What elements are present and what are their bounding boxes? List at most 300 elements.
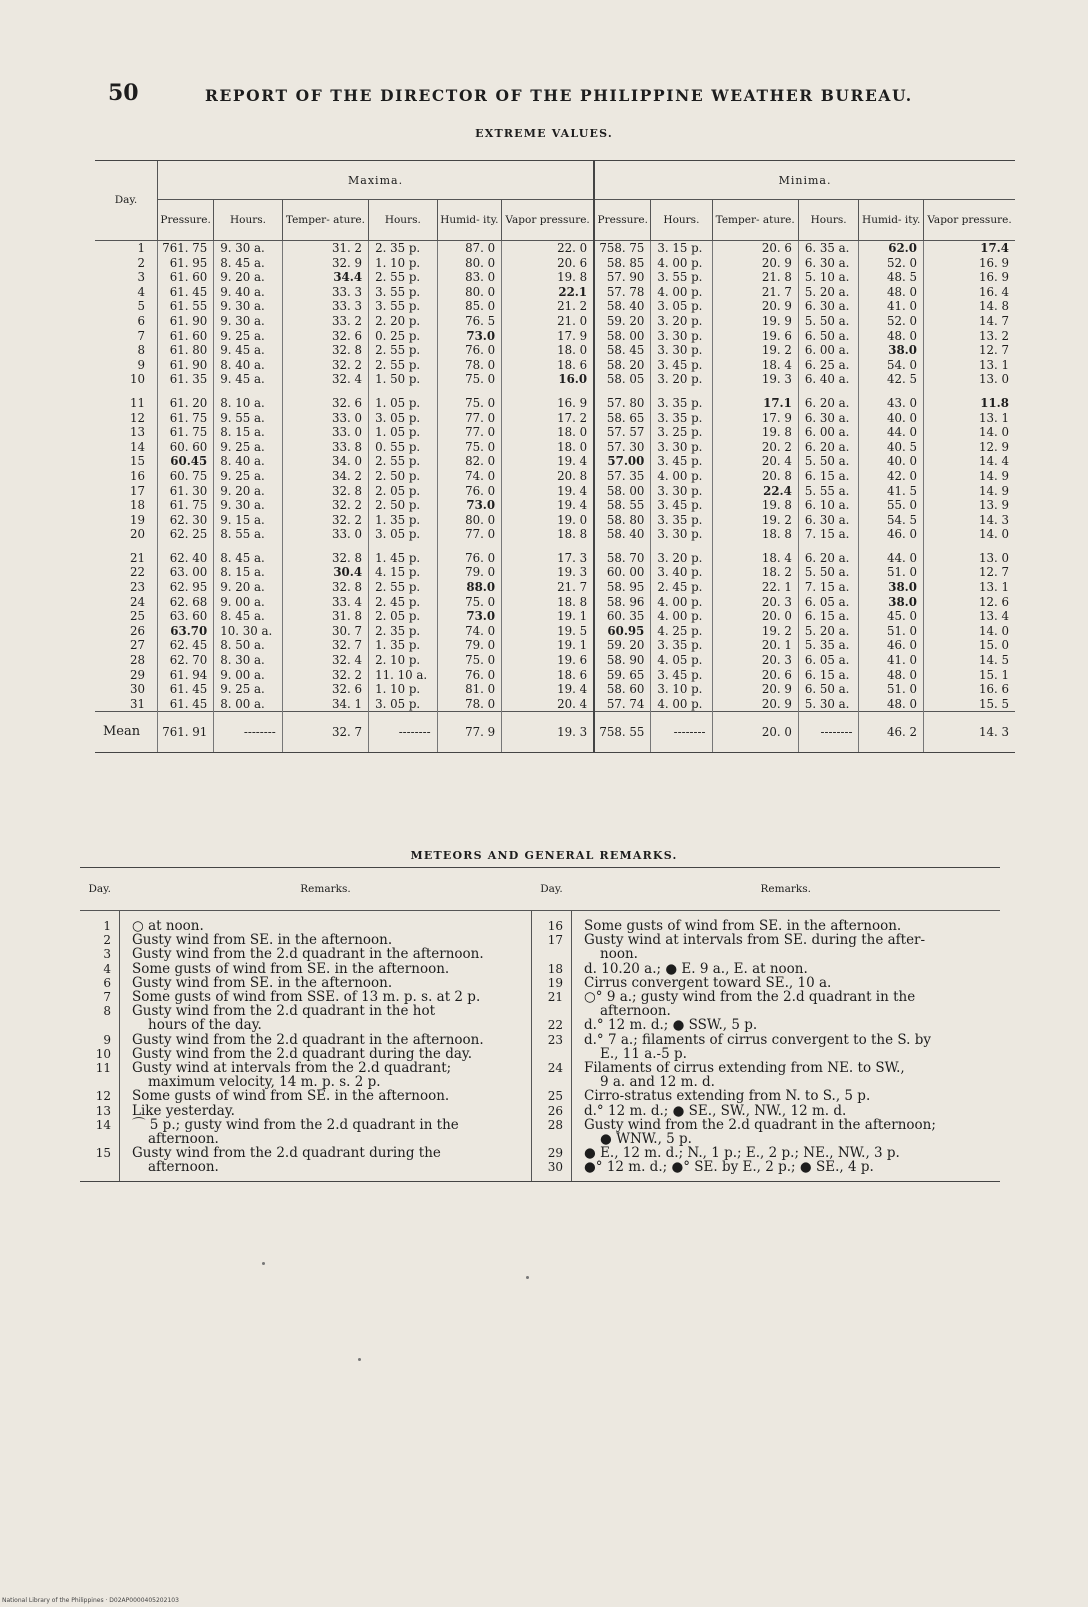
remark-line: Like yesterday.: [132, 1102, 235, 1119]
value-cell: 14. 3: [923, 513, 1015, 528]
table-row: [95, 314, 1015, 329]
value-cell: 9. 00 a.: [214, 668, 283, 683]
remarks-text-left: [120, 911, 532, 1182]
value-cell: 14. 7: [923, 314, 1015, 329]
day-cell: 11: [129, 395, 145, 410]
value-cell: 61. 60: [158, 329, 214, 344]
value-cell: 61. 95: [158, 256, 214, 271]
column-header: Hours.: [651, 200, 712, 241]
value-cell: 16.0: [502, 372, 594, 387]
value-cell: 59. 20: [594, 314, 651, 329]
value-cell: 2. 05 p.: [369, 609, 438, 624]
value-cell: 61. 60: [158, 270, 214, 285]
value-cell: 13. 4: [923, 609, 1015, 624]
value-cell: 43. 0: [859, 396, 924, 411]
table-row: [95, 425, 1015, 440]
value-cell: 8. 45 a.: [214, 256, 283, 271]
value-cell: 16. 9: [923, 270, 1015, 285]
day-cell: 15: [129, 454, 145, 469]
remark-day: 17: [547, 933, 563, 948]
remarks-header-left: Remarks.: [120, 868, 532, 911]
value-cell: 3. 05 p.: [369, 411, 438, 426]
value-cell: 75. 0: [437, 653, 502, 668]
value-cell: 3. 55 p.: [369, 299, 438, 314]
value-cell: 61. 45: [158, 682, 214, 697]
value-cell: 14. 0: [923, 425, 1015, 440]
remarks-day-header-right: Day.: [532, 868, 572, 911]
remark-day: 10: [95, 1046, 111, 1061]
value-cell: 62. 40: [158, 551, 214, 566]
value-cell: 17. 3: [502, 551, 594, 566]
table-row: [95, 440, 1015, 455]
day-cell: 2: [137, 255, 145, 270]
value-cell: 32. 2: [282, 358, 368, 373]
value-cell: 14. 4: [923, 454, 1015, 469]
value-cell: 58. 20: [594, 358, 651, 373]
table-row: [95, 256, 1015, 271]
value-cell: 1. 10 p.: [369, 682, 438, 697]
value-cell: 9. 30 a.: [214, 498, 283, 513]
remark-line: Some gusts of wind from SE. in the afternoon.: [584, 918, 902, 934]
value-cell: 76. 0: [437, 343, 502, 358]
value-cell: 32. 8: [282, 580, 368, 595]
remark-line: Gusty wind from SE. in the afternoon.: [132, 932, 393, 949]
value-cell: 34. 0: [282, 454, 368, 469]
day-cell: 30: [129, 682, 145, 697]
value-cell: 14. 0: [923, 527, 1015, 542]
value-cell: 19. 2: [712, 343, 798, 358]
value-cell: 41. 5: [859, 484, 924, 499]
value-cell: 8. 45 a.: [214, 609, 283, 624]
value-cell: 18. 4: [712, 358, 798, 373]
value-cell: 19. 6: [712, 329, 798, 344]
day-cell: 6: [137, 313, 145, 328]
value-cell: 80. 0: [437, 256, 502, 271]
value-cell: 44. 0: [859, 425, 924, 440]
table-row: [95, 329, 1015, 344]
mean-label: Mean: [95, 712, 158, 753]
value-cell: 8. 45 a.: [214, 551, 283, 566]
value-cell: 81. 0: [437, 682, 502, 697]
value-cell: 8. 10 a.: [214, 396, 283, 411]
remark-day: 13: [95, 1103, 111, 1118]
value-cell: 58. 96: [594, 595, 651, 610]
remark-line: Cirro-stratus extending from N. to S., 5 p.: [584, 1088, 871, 1105]
value-cell: 9. 00 a.: [214, 595, 283, 610]
value-cell: 62. 25: [158, 527, 214, 542]
value-cell: 62. 68: [158, 595, 214, 610]
table-row: [95, 358, 1015, 373]
remark-day: [533, 1132, 563, 1146]
value-cell: 61. 80: [158, 343, 214, 358]
value-cell: 4. 00 p.: [651, 256, 712, 271]
value-cell: 6. 40 a.: [798, 372, 859, 387]
value-cell: 6. 15 a.: [798, 609, 859, 624]
value-cell: 3. 45 p.: [651, 358, 712, 373]
value-cell: 1. 50 p.: [369, 372, 438, 387]
value-cell: 44. 0: [859, 551, 924, 566]
value-cell: 57. 35: [594, 469, 651, 484]
table-row: [95, 411, 1015, 426]
value-cell: 3. 30 p.: [651, 484, 712, 499]
value-cell: 57. 80: [594, 396, 651, 411]
value-cell: 8. 50 a.: [214, 638, 283, 653]
value-cell: 758. 75: [594, 241, 651, 256]
remark-day: 18: [547, 961, 563, 976]
value-cell: 33. 0: [282, 527, 368, 542]
value-cell: 20. 6: [712, 241, 798, 256]
value-cell: 33. 0: [282, 425, 368, 440]
paper-speck: [358, 1358, 361, 1361]
mean-value: --------: [651, 712, 712, 753]
value-cell: 22.4: [712, 484, 798, 499]
value-cell: 6. 35 a.: [798, 241, 859, 256]
value-cell: 2. 45 p.: [651, 580, 712, 595]
value-cell: 15. 0: [923, 638, 1015, 653]
remark-day: 22: [547, 1018, 563, 1033]
value-cell: 62. 30: [158, 513, 214, 528]
value-cell: 20. 6: [502, 256, 594, 271]
remark-day: 19: [547, 975, 563, 990]
value-cell: 33. 2: [282, 314, 368, 329]
remark-day: 7: [103, 990, 111, 1005]
table-row: [95, 513, 1015, 528]
remark-line: Gusty wind from the 2.d quadrant in the afternoon;: [584, 1116, 936, 1133]
value-cell: 58. 85: [594, 256, 651, 271]
value-cell: 13. 9: [923, 498, 1015, 513]
remark-day: 3: [103, 947, 111, 962]
table-row: [95, 595, 1015, 610]
value-cell: 79. 0: [437, 565, 502, 580]
value-cell: 3. 15 p.: [651, 241, 712, 256]
value-cell: 6. 50 a.: [798, 329, 859, 344]
value-cell: 3. 20 p.: [651, 314, 712, 329]
value-cell: 54. 5: [859, 513, 924, 528]
value-cell: 42. 5: [859, 372, 924, 387]
value-cell: 3. 35 p.: [651, 396, 712, 411]
value-cell: 3. 05 p.: [369, 527, 438, 542]
value-cell: 9. 45 a.: [214, 343, 283, 358]
value-cell: 3. 35 p.: [651, 638, 712, 653]
day-cell: 13: [129, 425, 145, 440]
value-cell: 58. 95: [594, 580, 651, 595]
value-cell: 76. 0: [437, 551, 502, 566]
value-cell: 20. 3: [712, 595, 798, 610]
remarks-header-right: Remarks.: [572, 868, 1001, 911]
table-row: [95, 668, 1015, 683]
column-header: Vapor pressure.: [923, 200, 1015, 241]
day-cell: 8: [137, 343, 145, 358]
remark-day: 28: [547, 1117, 563, 1132]
day-cell: 10: [129, 372, 145, 387]
value-cell: 8. 40 a.: [214, 454, 283, 469]
value-cell: 32. 2: [282, 498, 368, 513]
remark-line: afternoon.: [148, 1159, 219, 1176]
paper-speck: [526, 1276, 529, 1279]
value-cell: 9. 30 a.: [214, 314, 283, 329]
value-cell: 32. 2: [282, 513, 368, 528]
value-cell: 19. 8: [502, 270, 594, 285]
value-cell: 19. 2: [712, 624, 798, 639]
value-cell: 21. 0: [502, 314, 594, 329]
value-cell: 32. 6: [282, 396, 368, 411]
value-cell: 34. 1: [282, 697, 368, 712]
value-cell: 3. 05 p.: [651, 299, 712, 314]
value-cell: 2. 20 p.: [369, 314, 438, 329]
value-cell: 80. 0: [437, 513, 502, 528]
value-cell: 9. 20 a.: [214, 270, 283, 285]
value-cell: 14. 0: [923, 624, 1015, 639]
remark-day: 8: [103, 1004, 111, 1019]
value-cell: 60. 60: [158, 440, 214, 455]
remark-line: ● WNW., 5 p.: [600, 1131, 692, 1148]
mean-value: 758. 55: [594, 712, 651, 753]
value-cell: 18. 0: [502, 440, 594, 455]
value-cell: 8. 15 a.: [214, 425, 283, 440]
value-cell: 16. 4: [923, 285, 1015, 300]
remarks-days-right: [532, 911, 572, 1182]
value-cell: 17.4: [923, 241, 1015, 256]
table-row: [95, 454, 1015, 469]
table-row: [95, 682, 1015, 697]
remark-day: 6: [103, 975, 111, 990]
table-row: [95, 580, 1015, 595]
value-cell: 30. 7: [282, 624, 368, 639]
block-spacer: [95, 542, 1015, 551]
value-cell: 78. 0: [437, 697, 502, 712]
value-cell: 76. 0: [437, 668, 502, 683]
remarks-text-right: [572, 911, 1001, 1182]
value-cell: 59. 65: [594, 668, 651, 683]
remark-line: Cirrus convergent toward SE., 10 a.: [584, 974, 832, 991]
value-cell: 32. 4: [282, 653, 368, 668]
remark-day: 26: [547, 1103, 563, 1118]
value-cell: 19. 8: [712, 425, 798, 440]
remark-day: 21: [547, 990, 563, 1005]
day-cell: 22: [129, 565, 145, 580]
value-cell: 87. 0: [437, 241, 502, 256]
value-cell: 5. 50 a.: [798, 314, 859, 329]
mean-value: --------: [798, 712, 859, 753]
value-cell: 48. 0: [859, 329, 924, 344]
value-cell: 20. 9: [712, 299, 798, 314]
value-cell: 32. 9: [282, 256, 368, 271]
value-cell: 4. 05 p.: [651, 653, 712, 668]
value-cell: 61. 94: [158, 668, 214, 683]
remark-line: d. 10.20 a.; ● E. 9 a., E. at noon.: [584, 960, 808, 977]
remark-line: noon.: [600, 946, 638, 963]
value-cell: 13. 2: [923, 329, 1015, 344]
value-cell: 12. 9: [923, 440, 1015, 455]
value-cell: 20. 1: [712, 638, 798, 653]
value-cell: 19. 5: [502, 624, 594, 639]
value-cell: 18. 8: [502, 595, 594, 610]
maxima-header: Maxima.: [158, 161, 595, 200]
mean-value: 77. 9: [437, 712, 502, 753]
remark-day: 23: [547, 1032, 563, 1047]
table-row: [95, 609, 1015, 624]
value-cell: 42. 0: [859, 469, 924, 484]
value-cell: 33. 8: [282, 440, 368, 455]
value-cell: 32. 8: [282, 484, 368, 499]
value-cell: 14. 9: [923, 469, 1015, 484]
value-cell: 58. 55: [594, 498, 651, 513]
value-cell: 46. 0: [859, 638, 924, 653]
value-cell: 3. 25 p.: [651, 425, 712, 440]
value-cell: 9. 30 a.: [214, 299, 283, 314]
value-cell: 32. 7: [282, 638, 368, 653]
extreme-values-title: EXTREME VALUES.: [475, 127, 613, 140]
value-cell: 3. 55 p.: [369, 285, 438, 300]
table-row: [95, 527, 1015, 542]
value-cell: 5. 20 a.: [798, 285, 859, 300]
value-cell: 1. 05 p.: [369, 425, 438, 440]
value-cell: 4. 00 p.: [651, 697, 712, 712]
value-cell: 6. 20 a.: [798, 440, 859, 455]
value-cell: 18. 6: [502, 668, 594, 683]
value-cell: 5. 50 a.: [798, 454, 859, 469]
table-row: [95, 241, 1015, 256]
value-cell: 21. 7: [712, 285, 798, 300]
column-header: Temper- ature.: [712, 200, 798, 241]
remark-line: ○° 9 a.; gusty wind from the 2.d quadrant in the: [584, 989, 916, 1006]
value-cell: 9. 20 a.: [214, 580, 283, 595]
table-row: [95, 469, 1015, 484]
value-cell: 2. 55 p.: [369, 454, 438, 469]
value-cell: 74. 0: [437, 624, 502, 639]
day-cell: 21: [129, 550, 145, 565]
value-cell: 61. 35: [158, 372, 214, 387]
value-cell: 12. 7: [923, 343, 1015, 358]
value-cell: 20. 4: [712, 454, 798, 469]
mean-row: [95, 712, 1015, 753]
value-cell: 20. 8: [502, 469, 594, 484]
value-cell: 75. 0: [437, 595, 502, 610]
value-cell: 38.0: [859, 343, 924, 358]
remark-line: ⌒ 5 p.; gusty wind from the 2.d quadrant in the: [132, 1116, 459, 1133]
value-cell: 6. 30 a.: [798, 411, 859, 426]
value-cell: 2. 55 p.: [369, 580, 438, 595]
value-cell: 22. 1: [712, 580, 798, 595]
value-cell: 75. 0: [437, 440, 502, 455]
value-cell: 3. 55 p.: [651, 270, 712, 285]
value-cell: 61. 55: [158, 299, 214, 314]
value-cell: 15. 5: [923, 697, 1015, 712]
value-cell: 3. 45 p.: [651, 498, 712, 513]
value-cell: 75. 0: [437, 372, 502, 387]
value-cell: 58. 05: [594, 372, 651, 387]
table-row: [95, 653, 1015, 668]
value-cell: 55. 0: [859, 498, 924, 513]
mean-value: 19. 3: [502, 712, 594, 753]
table-row: [95, 624, 1015, 639]
value-cell: 9. 25 a.: [214, 329, 283, 344]
value-cell: 12. 7: [923, 565, 1015, 580]
value-cell: 17.1: [712, 396, 798, 411]
remark-day: 14: [95, 1117, 111, 1132]
table-row: [95, 343, 1015, 358]
value-cell: 13. 0: [923, 551, 1015, 566]
mean-value: --------: [369, 712, 438, 753]
value-cell: 48. 0: [859, 668, 924, 683]
value-cell: 85. 0: [437, 299, 502, 314]
value-cell: 9. 40 a.: [214, 285, 283, 300]
column-header: Pressure.: [594, 200, 651, 241]
value-cell: 88.0: [437, 580, 502, 595]
value-cell: 3. 35 p.: [651, 513, 712, 528]
value-cell: 19. 6: [502, 653, 594, 668]
column-header: Pressure.: [158, 200, 214, 241]
value-cell: 6. 15 a.: [798, 668, 859, 683]
value-cell: 4. 00 p.: [651, 469, 712, 484]
value-cell: 16. 6: [923, 682, 1015, 697]
day-cell: 26: [129, 623, 145, 638]
value-cell: 2. 50 p.: [369, 498, 438, 513]
value-cell: 6. 30 a.: [798, 513, 859, 528]
value-cell: 22. 0: [502, 241, 594, 256]
value-cell: 77. 0: [437, 425, 502, 440]
remark-day: 29: [547, 1146, 563, 1161]
value-cell: 52. 0: [859, 314, 924, 329]
remark-line: Some gusts of wind from SE. in the afternoon.: [132, 960, 450, 977]
value-cell: 19. 4: [502, 498, 594, 513]
value-cell: 5. 50 a.: [798, 565, 859, 580]
remark-day: [533, 1004, 563, 1018]
value-cell: 52. 0: [859, 256, 924, 271]
column-header: Hours.: [369, 200, 438, 241]
remark-line: d.° 12 m. d.; ● SSW., 5 p.: [584, 1017, 758, 1034]
value-cell: 19. 9: [712, 314, 798, 329]
value-cell: 9. 25 a.: [214, 440, 283, 455]
value-cell: 61. 90: [158, 314, 214, 329]
value-cell: 31. 2: [282, 241, 368, 256]
value-cell: 8. 00 a.: [214, 697, 283, 712]
remark-line: Gusty wind from the 2.d quadrant in the afternoon.: [132, 946, 484, 963]
value-cell: 3. 30 p.: [651, 329, 712, 344]
value-cell: 3. 30 p.: [651, 440, 712, 455]
day-cell: 19: [129, 512, 145, 527]
day-cell: 20: [129, 527, 145, 542]
value-cell: 6. 15 a.: [798, 469, 859, 484]
remark-line: Gusty wind from the 2.d quadrant in the afternoon.: [132, 1031, 484, 1048]
value-cell: 61. 45: [158, 697, 214, 712]
value-cell: 73.0: [437, 498, 502, 513]
value-cell: 62. 45: [158, 638, 214, 653]
remark-day: 2: [103, 933, 111, 948]
value-cell: 18. 6: [502, 358, 594, 373]
remark-day: 4: [103, 961, 111, 976]
value-cell: 6. 00 a.: [798, 343, 859, 358]
value-cell: 8. 55 a.: [214, 527, 283, 542]
value-cell: 761. 75: [158, 241, 214, 256]
value-cell: 78. 0: [437, 358, 502, 373]
value-cell: 3. 05 p.: [369, 697, 438, 712]
day-cell: 18: [129, 498, 145, 513]
value-cell: 58. 60: [594, 682, 651, 697]
value-cell: 2. 10 p.: [369, 653, 438, 668]
value-cell: 18. 8: [502, 527, 594, 542]
value-cell: 63. 60: [158, 609, 214, 624]
day-cell: 1: [137, 241, 145, 255]
value-cell: 61. 90: [158, 358, 214, 373]
value-cell: 58. 90: [594, 653, 651, 668]
extreme-values-table: [95, 160, 1015, 753]
value-cell: 6. 25 a.: [798, 358, 859, 373]
day-cell: 12: [129, 410, 145, 425]
remark-day: 30: [547, 1160, 563, 1175]
value-cell: 3. 20 p.: [651, 372, 712, 387]
day-cell: 27: [129, 638, 145, 653]
